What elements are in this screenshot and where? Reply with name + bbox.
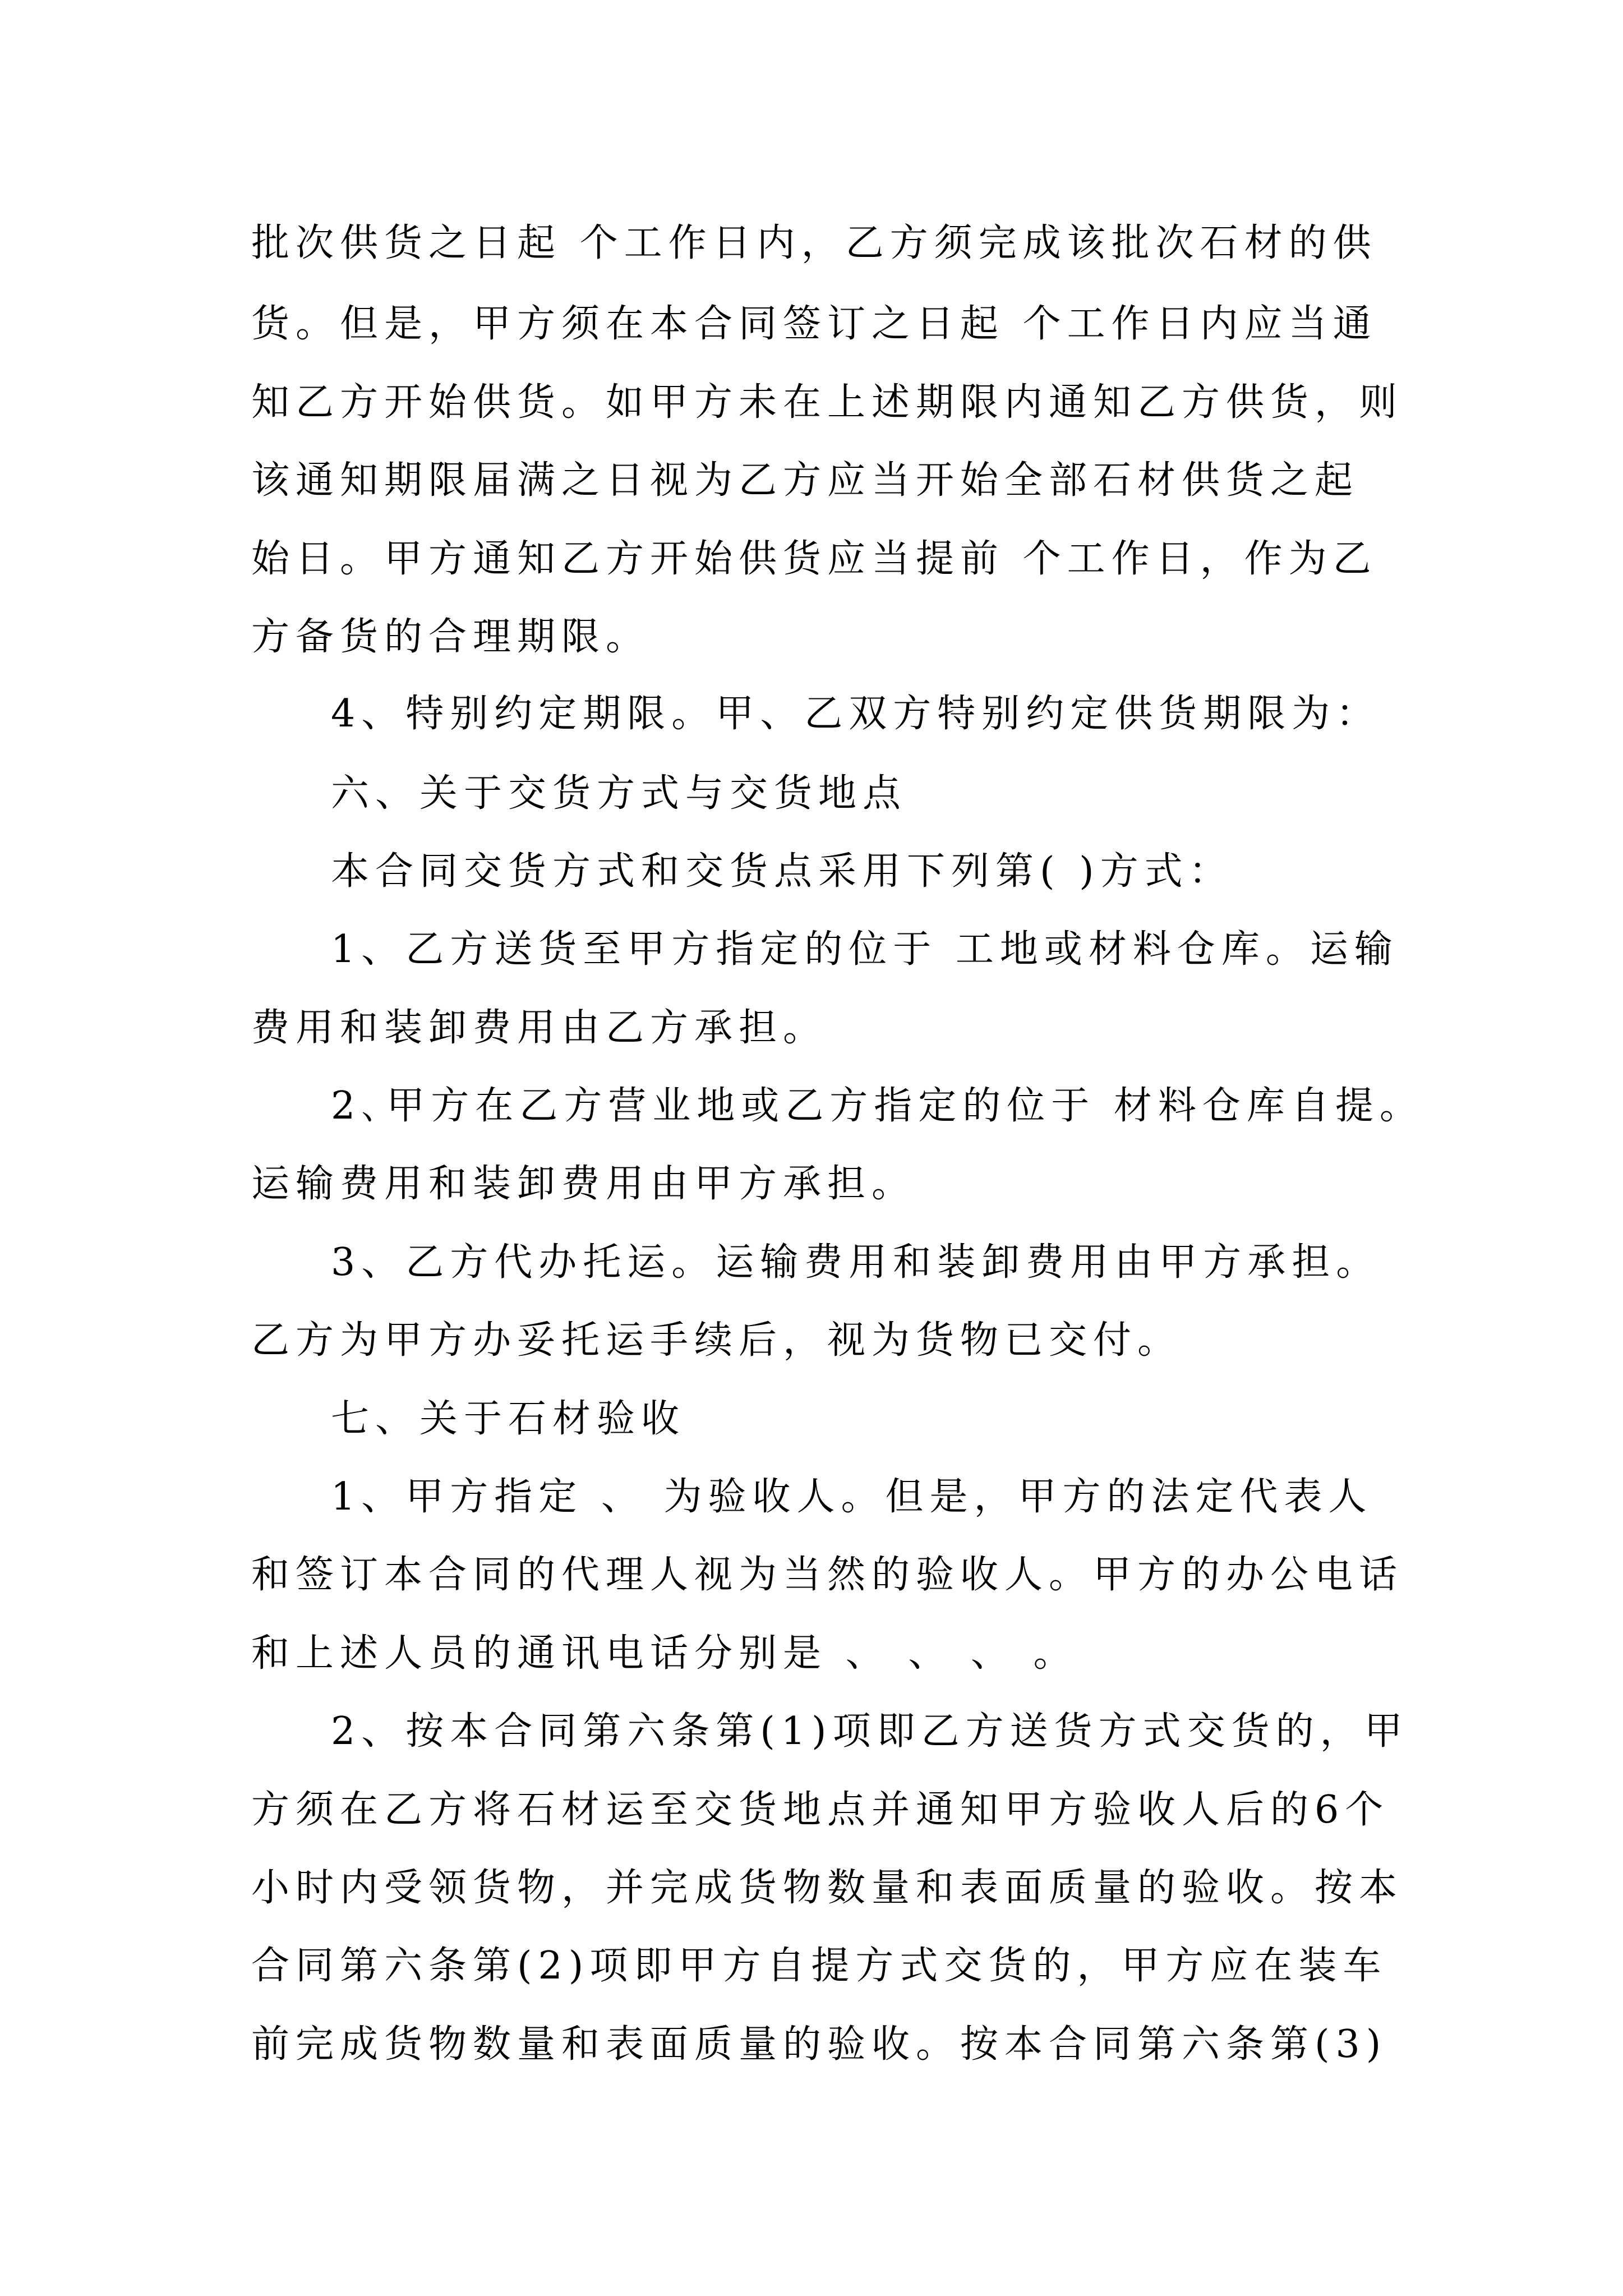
text-line: 2、按本合同第六条第(1)项即乙方送货方式交货的，甲 xyxy=(331,1709,1409,1754)
text-line: 方须在乙方将石材运至交货地点并通知甲方验收人后的6个 xyxy=(251,1788,1390,1832)
text-line: 该通知期限届满之日视为乙方应当开始全部石材供货之起 xyxy=(251,458,1359,503)
text-line: 运输费用和装卸费用由甲方承担。 xyxy=(251,1162,916,1206)
text-line: 乙方为甲方办妥托运手续后，视为货物已交付。 xyxy=(251,1318,1182,1363)
section-heading: 六、关于交货方式与交货地点 xyxy=(331,771,907,816)
text-line: 费用和装卸费用由乙方承担。 xyxy=(251,1006,828,1050)
text-line: 货。但是，甲方须在本合同签订之日起 个工作日内应当通 xyxy=(251,302,1377,346)
text-line: 1、乙方送货至甲方指定的位于 工地或材料仓库。运输 xyxy=(331,927,1399,972)
text-line: 始日。甲方通知乙方开始供货应当提前 个工作日，作为乙 xyxy=(251,537,1377,581)
section-heading: 七、关于石材验收 xyxy=(331,1397,686,1441)
text-line: 知乙方开始供货。如甲方未在上述期限内通知乙方供货，则 xyxy=(251,380,1404,425)
text-line: 1、甲方指定 、 为验收人。但是，甲方的法定代表人 xyxy=(331,1475,1373,1519)
text-line: 和上述人员的通讯电话分别是 、 、 、 。 xyxy=(251,1631,1078,1676)
text-line: 批次供货之日起 个工作日内，乙方须完成该批次石材的供 xyxy=(251,221,1377,265)
text-line: 方备货的合理期限。 xyxy=(251,615,651,659)
text-line: 4、特别约定期限。甲、乙双方特别约定供货期限为： xyxy=(331,692,1381,736)
text-line: 前完成货物数量和表面质量的验收。按本合同第六条第(3) xyxy=(251,2022,1387,2067)
text-line: 2､甲方在乙方营业地或乙方指定的位于 材料仓库自提。 xyxy=(331,1084,1424,1128)
text-line: 3、乙方代办托运。运输费用和装卸费用由甲方承担。 xyxy=(331,1240,1381,1285)
text-line: 合同第六条第(2)项即甲方自提方式交货的，甲方应在装车 xyxy=(251,1944,1387,1988)
text-line: 和签订本合同的代理人视为当然的验收人。甲方的办公电话 xyxy=(251,1553,1404,1597)
text-line: 小时内受领货物，并完成货物数量和表面质量的验收。按本 xyxy=(251,1866,1404,1910)
text-line: 本合同交货方式和交货点采用下列第( )方式： xyxy=(331,849,1233,894)
